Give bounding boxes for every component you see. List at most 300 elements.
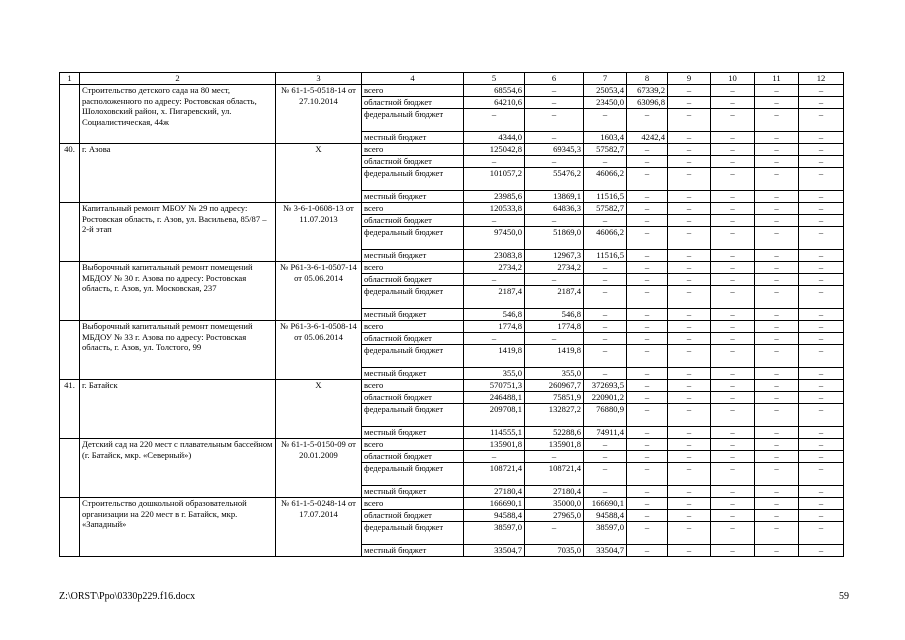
row-number: 40. <box>60 144 80 203</box>
value-cell: 64836,3 <box>525 203 584 215</box>
value-cell: – <box>711 144 755 156</box>
value-cell: – <box>668 345 711 368</box>
column-number: 9 <box>668 73 711 85</box>
value-cell: – <box>755 451 799 463</box>
value-cell: – <box>755 250 799 262</box>
funding-source: всего <box>362 321 464 333</box>
value-cell: – <box>799 250 844 262</box>
value-cell: – <box>755 321 799 333</box>
value-cell: – <box>711 97 755 109</box>
value-cell: 135901,8 <box>464 439 525 451</box>
value-cell: – <box>668 510 711 522</box>
funding-source: всего <box>362 262 464 274</box>
value-cell: 25053,4 <box>584 85 627 97</box>
value-cell: 108721,4 <box>464 463 525 486</box>
value-cell: – <box>584 274 627 286</box>
value-cell: – <box>668 215 711 227</box>
value-cell: – <box>627 250 668 262</box>
value-cell: 13869,1 <box>525 191 584 203</box>
value-cell: – <box>668 427 711 439</box>
value-cell: 94588,4 <box>464 510 525 522</box>
column-number: 1 <box>60 73 80 85</box>
value-cell: – <box>627 439 668 451</box>
funding-source: областной бюджет <box>362 156 464 168</box>
value-cell: – <box>755 522 799 545</box>
value-cell: – <box>755 333 799 345</box>
funding-source: федеральный бюджет <box>362 168 464 191</box>
budget-table <box>59 72 844 557</box>
funding-source: всего <box>362 85 464 97</box>
value-cell: 1419,8 <box>464 345 525 368</box>
value-cell: – <box>584 262 627 274</box>
value-cell: – <box>755 132 799 144</box>
document-path: Z:\ORST\Ppo\0330p229.f16.docx <box>59 591 196 602</box>
value-cell: – <box>627 404 668 427</box>
value-cell: – <box>755 85 799 97</box>
value-cell: – <box>711 262 755 274</box>
value-cell: 46066,2 <box>584 168 627 191</box>
value-cell: – <box>584 321 627 333</box>
value-cell: – <box>755 215 799 227</box>
value-cell: – <box>755 144 799 156</box>
value-cell: – <box>711 286 755 309</box>
value-cell: – <box>668 439 711 451</box>
funding-source: областной бюджет <box>362 274 464 286</box>
value-cell: – <box>755 463 799 486</box>
value-cell: – <box>464 109 525 132</box>
value-cell: – <box>668 309 711 321</box>
value-cell: – <box>711 451 755 463</box>
object-name: Строительство дошкольной образовательной организации на 220 мест в г. Батайск, мкр. «Западный» <box>80 498 276 557</box>
value-cell: – <box>627 286 668 309</box>
column-number: 11 <box>755 73 799 85</box>
table-row <box>60 85 844 97</box>
object-name: Капитальный ремонт МБОУ № 29 по адресу: Ростовская область, г. Азов, ул. Васильева, 85/87 – 2-й этап <box>80 203 276 262</box>
value-cell: – <box>668 274 711 286</box>
value-cell: – <box>525 274 584 286</box>
value-cell: 75851,9 <box>525 392 584 404</box>
value-cell: – <box>799 368 844 380</box>
value-cell: – <box>668 156 711 168</box>
value-cell: – <box>627 392 668 404</box>
object-name: Строительство детского сада на 80 мест, расположенного по адресу: Ростовская область, Шолоховский район, х. Пигаревский, ул. Социалистическая, 44ж <box>80 85 276 144</box>
value-cell: – <box>668 463 711 486</box>
value-cell: – <box>799 215 844 227</box>
value-cell: – <box>627 368 668 380</box>
funding-source: местный бюджет <box>362 250 464 262</box>
value-cell: – <box>755 498 799 510</box>
value-cell: – <box>584 215 627 227</box>
value-cell: – <box>711 274 755 286</box>
value-cell: – <box>755 404 799 427</box>
value-cell: 166690,1 <box>584 498 627 510</box>
value-cell: 355,0 <box>525 368 584 380</box>
value-cell: – <box>584 439 627 451</box>
value-cell: – <box>584 309 627 321</box>
value-cell: – <box>627 380 668 392</box>
value-cell: – <box>668 262 711 274</box>
funding-source: областной бюджет <box>362 451 464 463</box>
value-cell: 2187,4 <box>464 286 525 309</box>
value-cell: – <box>755 97 799 109</box>
value-cell: – <box>755 309 799 321</box>
value-cell: – <box>627 109 668 132</box>
value-cell: 1419,8 <box>525 345 584 368</box>
value-cell: – <box>464 274 525 286</box>
value-cell: – <box>711 309 755 321</box>
funding-source: федеральный бюджет <box>362 404 464 427</box>
value-cell: – <box>799 191 844 203</box>
value-cell: 68554,6 <box>464 85 525 97</box>
value-cell: 27180,4 <box>464 486 525 498</box>
value-cell: – <box>755 191 799 203</box>
value-cell: – <box>668 522 711 545</box>
value-cell: – <box>627 498 668 510</box>
value-cell: 64210,6 <box>464 97 525 109</box>
table-row <box>60 380 844 392</box>
value-cell: – <box>668 132 711 144</box>
value-cell: – <box>711 227 755 250</box>
value-cell: 1774,8 <box>525 321 584 333</box>
funding-source: федеральный бюджет <box>362 522 464 545</box>
funding-source: федеральный бюджет <box>362 109 464 132</box>
value-cell: – <box>799 203 844 215</box>
value-cell: 11516,5 <box>584 191 627 203</box>
value-cell: 38597,0 <box>584 522 627 545</box>
value-cell: – <box>584 463 627 486</box>
object-code: № Р61-3-6-1-0507-14 от 05.06.2014 <box>276 262 362 321</box>
column-number: 4 <box>362 73 464 85</box>
value-cell: – <box>668 250 711 262</box>
funding-source: областной бюджет <box>362 510 464 522</box>
value-cell: – <box>668 545 711 557</box>
value-cell: 57582,7 <box>584 144 627 156</box>
value-cell: – <box>755 156 799 168</box>
value-cell: – <box>711 203 755 215</box>
column-number: 7 <box>584 73 627 85</box>
value-cell: – <box>799 97 844 109</box>
value-cell: 23985,6 <box>464 191 525 203</box>
value-cell: 46066,2 <box>584 227 627 250</box>
value-cell: 12967,3 <box>525 250 584 262</box>
object-code: № 61-1-5-0248-14 от 17.07.2014 <box>276 498 362 557</box>
value-cell: – <box>799 321 844 333</box>
value-cell: 2734,2 <box>525 262 584 274</box>
value-cell: – <box>755 345 799 368</box>
value-cell: – <box>711 156 755 168</box>
value-cell: – <box>584 345 627 368</box>
value-cell: 7035,0 <box>525 545 584 557</box>
value-cell: – <box>584 286 627 309</box>
value-cell: – <box>627 203 668 215</box>
row-number: 41. <box>60 380 80 439</box>
funding-source: всего <box>362 203 464 215</box>
value-cell: – <box>755 262 799 274</box>
row-number <box>60 498 80 557</box>
value-cell: 52288,6 <box>525 427 584 439</box>
value-cell: 57582,7 <box>584 203 627 215</box>
value-cell: – <box>711 85 755 97</box>
value-cell: – <box>799 109 844 132</box>
value-cell: – <box>755 109 799 132</box>
value-cell: – <box>755 439 799 451</box>
value-cell: – <box>799 404 844 427</box>
column-number: 2 <box>80 73 276 85</box>
value-cell: – <box>799 168 844 191</box>
value-cell: – <box>799 498 844 510</box>
value-cell: – <box>668 333 711 345</box>
funding-source: федеральный бюджет <box>362 286 464 309</box>
funding-source: местный бюджет <box>362 486 464 498</box>
object-code: Х <box>276 144 362 203</box>
value-cell: – <box>627 522 668 545</box>
value-cell: – <box>668 168 711 191</box>
value-cell: 27180,4 <box>525 486 584 498</box>
value-cell: 4242,4 <box>627 132 668 144</box>
value-cell: 51869,0 <box>525 227 584 250</box>
value-cell: 570751,3 <box>464 380 525 392</box>
value-cell: – <box>799 545 844 557</box>
value-cell: – <box>755 227 799 250</box>
funding-source: местный бюджет <box>362 368 464 380</box>
column-number: 8 <box>627 73 668 85</box>
funding-source: областной бюджет <box>362 392 464 404</box>
value-cell: – <box>799 227 844 250</box>
value-cell: – <box>525 215 584 227</box>
value-cell: – <box>799 309 844 321</box>
object-code: № Р61-3-6-1-0508-14 от 05.06.2014 <box>276 321 362 380</box>
value-cell: – <box>627 321 668 333</box>
value-cell: – <box>627 144 668 156</box>
funding-source: местный бюджет <box>362 427 464 439</box>
funding-source: областной бюджет <box>362 97 464 109</box>
value-cell: – <box>627 427 668 439</box>
value-cell: – <box>668 227 711 250</box>
value-cell: – <box>711 345 755 368</box>
value-cell: – <box>584 109 627 132</box>
table-row <box>60 498 844 510</box>
value-cell: – <box>711 486 755 498</box>
table-row <box>60 439 844 451</box>
value-cell: – <box>627 156 668 168</box>
table-row <box>60 203 844 215</box>
value-cell: – <box>627 510 668 522</box>
value-cell: – <box>584 333 627 345</box>
value-cell: 1774,8 <box>464 321 525 333</box>
value-cell: – <box>711 215 755 227</box>
object-code: № 3-6-1-0608-13 от 11.07.2013 <box>276 203 362 262</box>
table-row <box>60 144 844 156</box>
funding-source: всего <box>362 144 464 156</box>
value-cell: – <box>799 345 844 368</box>
page-number: 59 <box>839 591 849 602</box>
value-cell: – <box>799 156 844 168</box>
header-row <box>60 73 844 85</box>
value-cell: – <box>755 368 799 380</box>
object-name: Выборочный капитальный ремонт помещений МБДОУ № 33 г. Азова по адресу: Ростовская область, г. Азов, ул. Толстого, 99 <box>80 321 276 380</box>
value-cell: – <box>627 227 668 250</box>
value-cell: – <box>525 85 584 97</box>
value-cell: – <box>525 109 584 132</box>
value-cell: 23083,8 <box>464 250 525 262</box>
value-cell: – <box>799 274 844 286</box>
value-cell: – <box>668 392 711 404</box>
value-cell: – <box>525 522 584 545</box>
value-cell: – <box>799 333 844 345</box>
value-cell: – <box>711 380 755 392</box>
row-number <box>60 203 80 262</box>
value-cell: – <box>755 286 799 309</box>
funding-source: местный бюджет <box>362 545 464 557</box>
value-cell: – <box>627 486 668 498</box>
row-number <box>60 85 80 144</box>
value-cell: – <box>799 380 844 392</box>
table-row <box>60 321 844 333</box>
value-cell: – <box>799 132 844 144</box>
row-number <box>60 439 80 498</box>
value-cell: 1603,4 <box>584 132 627 144</box>
value-cell: – <box>799 463 844 486</box>
value-cell: – <box>627 274 668 286</box>
value-cell: – <box>799 427 844 439</box>
value-cell: – <box>755 427 799 439</box>
value-cell: – <box>668 486 711 498</box>
value-cell: – <box>464 156 525 168</box>
value-cell: – <box>668 109 711 132</box>
object-name: г. Батайск <box>80 380 276 439</box>
value-cell: – <box>755 203 799 215</box>
value-cell: – <box>668 203 711 215</box>
value-cell: – <box>668 97 711 109</box>
funding-source: местный бюджет <box>362 309 464 321</box>
value-cell: – <box>711 368 755 380</box>
value-cell: – <box>799 144 844 156</box>
value-cell: – <box>525 132 584 144</box>
object-code: № 61-1-5-0150-09 от 20.01.2009 <box>276 439 362 498</box>
object-name: Детский сад на 220 мест с плавательным бассейном (г. Батайск, мкр. «Северный») <box>80 439 276 498</box>
value-cell: – <box>711 404 755 427</box>
value-cell: 55476,2 <box>525 168 584 191</box>
value-cell: – <box>525 97 584 109</box>
funding-source: федеральный бюджет <box>362 345 464 368</box>
object-code: Х <box>276 380 362 439</box>
value-cell: – <box>711 439 755 451</box>
value-cell: – <box>755 380 799 392</box>
value-cell: – <box>799 451 844 463</box>
value-cell: – <box>584 451 627 463</box>
value-cell: 546,8 <box>464 309 525 321</box>
value-cell: – <box>627 309 668 321</box>
value-cell: – <box>711 191 755 203</box>
value-cell: – <box>668 321 711 333</box>
value-cell: 108721,4 <box>525 463 584 486</box>
value-cell: – <box>627 191 668 203</box>
value-cell: – <box>464 333 525 345</box>
value-cell: – <box>711 522 755 545</box>
value-cell: 35000,0 <box>525 498 584 510</box>
value-cell: – <box>668 191 711 203</box>
value-cell: – <box>584 486 627 498</box>
funding-source: областной бюджет <box>362 215 464 227</box>
value-cell: – <box>711 510 755 522</box>
value-cell: – <box>711 109 755 132</box>
value-cell: 63096,8 <box>627 97 668 109</box>
column-number: 5 <box>464 73 525 85</box>
value-cell: – <box>464 215 525 227</box>
value-cell: – <box>627 463 668 486</box>
value-cell: – <box>464 451 525 463</box>
value-cell: 220901,2 <box>584 392 627 404</box>
value-cell: 101057,2 <box>464 168 525 191</box>
value-cell: 38597,0 <box>464 522 525 545</box>
value-cell: – <box>711 168 755 191</box>
value-cell: 97450,0 <box>464 227 525 250</box>
funding-source: всего <box>362 380 464 392</box>
value-cell: 74911,4 <box>584 427 627 439</box>
column-number: 10 <box>711 73 755 85</box>
funding-source: местный бюджет <box>362 191 464 203</box>
value-cell: – <box>668 451 711 463</box>
value-cell: 260967,7 <box>525 380 584 392</box>
row-number <box>60 321 80 380</box>
value-cell: – <box>627 345 668 368</box>
value-cell: 27965,0 <box>525 510 584 522</box>
value-cell: – <box>668 380 711 392</box>
object-name: Выборочный капитальный ремонт помещений МБДОУ № 30 г. Азова по адресу: Ростовская область, г. Азов, ул. Московская, 237 <box>80 262 276 321</box>
table-row <box>60 262 844 274</box>
funding-source: всего <box>362 439 464 451</box>
value-cell: – <box>799 392 844 404</box>
value-cell: – <box>627 545 668 557</box>
value-cell: – <box>627 262 668 274</box>
value-cell: – <box>525 451 584 463</box>
value-cell: – <box>799 522 844 545</box>
value-cell: 2734,2 <box>464 262 525 274</box>
value-cell: – <box>799 486 844 498</box>
row-number <box>60 262 80 321</box>
column-number: 3 <box>276 73 362 85</box>
value-cell: 135901,8 <box>525 439 584 451</box>
value-cell: – <box>755 168 799 191</box>
value-cell: – <box>668 404 711 427</box>
value-cell: – <box>627 451 668 463</box>
value-cell: 76880,9 <box>584 404 627 427</box>
value-cell: – <box>755 392 799 404</box>
value-cell: 120533,8 <box>464 203 525 215</box>
value-cell: – <box>755 274 799 286</box>
value-cell: – <box>668 85 711 97</box>
column-number: 12 <box>799 73 844 85</box>
value-cell: 23450,0 <box>584 97 627 109</box>
value-cell: – <box>799 286 844 309</box>
funding-source: федеральный бюджет <box>362 463 464 486</box>
value-cell: – <box>525 333 584 345</box>
value-cell: – <box>627 168 668 191</box>
value-cell: – <box>755 510 799 522</box>
value-cell: – <box>711 545 755 557</box>
value-cell: 546,8 <box>525 309 584 321</box>
column-number: 6 <box>525 73 584 85</box>
funding-source: федеральный бюджет <box>362 227 464 250</box>
value-cell: – <box>668 498 711 510</box>
value-cell: – <box>584 368 627 380</box>
funding-source: областной бюджет <box>362 333 464 345</box>
value-cell: – <box>711 427 755 439</box>
value-cell: – <box>755 545 799 557</box>
value-cell: 33504,7 <box>464 545 525 557</box>
value-cell: – <box>711 333 755 345</box>
funding-source: местный бюджет <box>362 132 464 144</box>
